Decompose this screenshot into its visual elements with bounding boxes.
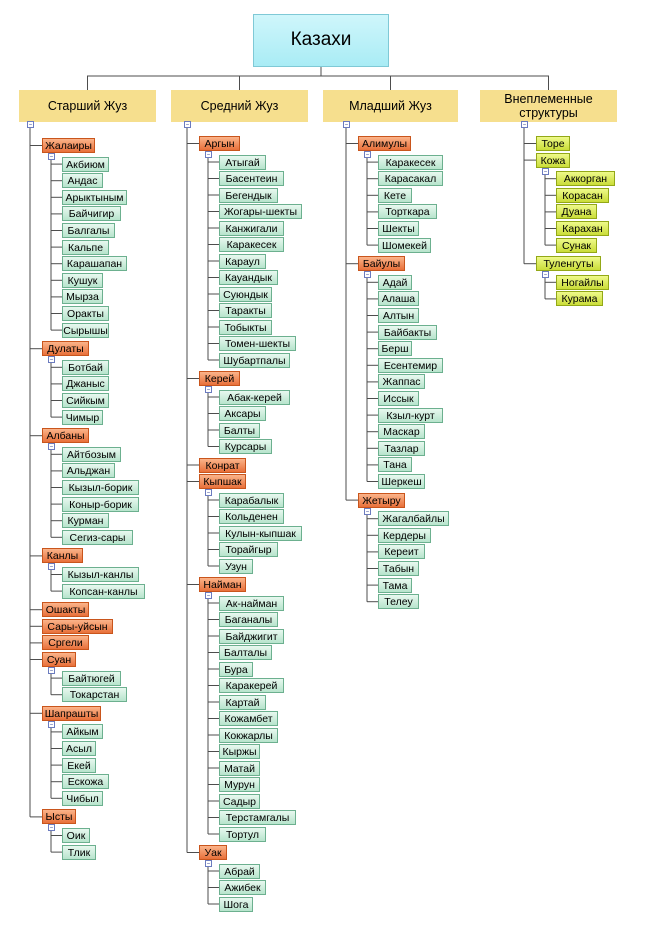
subdivision-node: Каракерей [219,678,284,693]
subdivision-node: Каракесек [219,237,284,252]
subdivision-node: Табын [378,561,419,576]
subdivision-node: Карасакал [378,171,443,186]
subdivision-node: Кыржы [219,744,260,759]
group-node: Аргын [199,136,240,151]
subdivision-node: Токарстан [62,687,127,702]
subdivision-node: Курман [62,513,109,528]
subdivision-node: Мурун [219,777,260,792]
subdivision-node: Балты [219,423,260,438]
collapse-toggle-icon[interactable]: – [49,152,54,160]
subdivision-node: Канжигали [219,221,284,236]
subdivision-node: Карабалык [219,493,284,508]
subdivision-node: Джаныс [62,376,109,391]
subdivision-node: Берш [378,341,412,356]
collapse-toggle-icon[interactable]: – [185,120,190,128]
subdivision-node: Байджигит [219,629,284,644]
collapse-toggle-icon[interactable]: – [206,859,211,867]
subdivision-node: Ескожа [62,774,109,789]
subdivision-node: Бегендык [219,188,278,203]
subdivision-node: Тама [378,578,412,593]
subdivision-node: Байтюгей [62,671,121,686]
subdivision-node: Ак-найман [219,596,284,611]
subdivision-node: Шекты [378,221,419,236]
subdivision-node: Шомекей [378,238,431,253]
subdivision-node: Копсан-канлы [62,584,145,599]
subdivision-node: Кокжарлы [219,728,278,743]
subdivision-node: Тлик [62,845,96,860]
subdivision-node: Ботбай [62,360,109,375]
column-header-label: Младший Жуз [349,99,432,113]
subdivision-node: Бура [219,662,253,677]
subdivision-node: Балгалы [62,223,115,238]
subdivision-node: Томен-шекты [219,336,296,351]
group-node: Сргели [42,635,89,650]
collapse-toggle-icon[interactable]: – [49,562,54,571]
collapse-toggle-icon[interactable]: – [206,591,211,599]
subdivision-node: Кушук [62,273,103,288]
group-node: Конрат [199,458,246,473]
group-node: Торе [536,136,570,151]
subdivision-node: Шубартпалы [219,353,290,368]
subdivision-node: Байчигир [62,206,121,221]
collapse-toggle-icon[interactable]: – [206,488,211,496]
subdivision-node: Матай [219,761,260,776]
group-node: Суан [42,652,76,667]
subdivision-node: Аксары [219,406,266,421]
subdivision-node: Оракты [62,306,109,321]
collapse-toggle-icon[interactable]: – [49,666,54,674]
subdivision-node: Жогары-шекты [219,204,302,219]
subdivision-node: Атыгай [219,155,266,170]
subdivision-node: Торткара [378,204,437,219]
subdivision-node: Караул [219,254,266,269]
subdivision-node: Абак-керей [219,390,290,405]
subdivision-node: Кызыл-борик [62,480,139,495]
subdivision-node: Коныр-борик [62,497,139,512]
collapse-toggle-icon[interactable]: – [49,823,54,832]
subdivision-node: Тортул [219,827,266,842]
collapse-toggle-icon[interactable]: – [344,120,349,128]
group-node: Кыпшак [199,474,246,489]
subdivision-node: Кете [378,188,412,203]
collapse-toggle-icon[interactable]: – [365,506,370,515]
subdivision-node: Чимыр [62,410,103,425]
group-node: Дулаты [42,341,89,356]
subdivision-node: Дуана [556,204,597,219]
column-header-starshiy [19,90,156,122]
subdivision-node: Кулын-кыпшак [219,526,302,541]
subdivision-node: Чибыл [62,791,103,806]
subdivision-node: Кереит [378,544,425,559]
subdivision-node: Есентемир [378,358,443,373]
subdivision-node: Сегиз-сары [62,530,133,545]
group-node: Байулы [358,256,405,271]
subdivision-node: Сунак [556,238,597,253]
subdivision-node: Жагалбайлы [378,511,449,526]
collapse-toggle-icon[interactable]: – [206,385,211,393]
subdivision-node: Адай [378,275,412,290]
subdivision-node: Басентеин [219,171,284,186]
group-node: Ысты [42,809,76,824]
subdivision-node: Шога [219,897,253,912]
subdivision-node: Тазлар [378,441,425,456]
collapse-toggle-icon[interactable]: – [543,270,548,279]
collapse-toggle-icon[interactable]: – [522,120,527,128]
subdivision-node: Терстамгалы [219,810,296,825]
subdivision-node: Байбакты [378,325,437,340]
subdivision-node: Арыктыным [62,190,127,205]
subdivision-node: Алтын [378,308,419,323]
collapse-toggle-icon[interactable]: – [365,270,370,279]
group-node: Жетыру [358,493,405,508]
collapse-toggle-icon[interactable]: – [49,442,54,451]
collapse-toggle-icon[interactable]: – [49,355,54,364]
subdivision-node: Акбиюм [62,157,109,172]
column-header-label: Средний Жуз [200,99,279,113]
subdivision-node: Карахан [556,221,609,236]
group-node: Канлы [42,548,83,563]
subdivision-node: Ногайлы [556,275,609,290]
group-node: Уак [199,845,227,860]
subdivision-node: Телеу [378,594,419,609]
subdivision-node: Тана [378,457,412,472]
subdivision-node: Шеркеш [378,474,425,489]
subdivision-node: Курама [556,291,603,306]
group-node: Албаны [42,428,89,443]
collapse-toggle-icon[interactable]: – [365,150,370,158]
subdivision-node: Таракты [219,303,272,318]
subdivision-node: Кызыл-канлы [62,567,139,582]
subdivision-node: Кердеры [378,528,431,543]
column-header-label: Старший Жуз [47,99,128,113]
subdivision-node: Узун [219,559,253,574]
subdivision-node: Садыр [219,794,260,809]
subdivision-node: Каракесек [378,155,443,170]
subdivision-node: Карашапан [62,256,127,271]
group-node: Керей [199,371,240,386]
subdivision-node: Сырышы [63,324,108,337]
subdivision-node: Кзыл-курт [378,408,443,423]
subdivision-node: Баганалы [219,612,278,627]
subdivision-node: Оик [62,828,90,843]
subdivision-node: Алаша [378,291,419,306]
subdivision-node: Ажибек [219,880,266,895]
subdivision-node: Андас [62,173,103,188]
group-node: Жалаиры [42,138,95,153]
collapse-toggle-icon[interactable]: – [49,719,54,728]
subdivision-node: Картай [219,695,266,710]
subdivision-node: Кальпе [62,240,109,255]
subdivision-node: Абрай [219,864,260,879]
subdivision-node: Мырза [62,289,103,304]
subdivision-node: Кауандык [219,270,278,285]
subdivision-node: Екей [62,758,96,773]
subdivision-node: Суюндык [219,287,272,302]
subdivision-node: Айкым [62,724,103,739]
subdivision-node: Кожамбет [219,711,278,726]
subdivision-node: Иссык [378,391,419,406]
collapse-toggle-icon[interactable]: – [206,150,211,158]
subdivision-node: Кольденен [219,509,284,524]
group-node: Сары-уйсын [42,619,113,634]
subdivision-node: Асыл [62,741,96,756]
group-node: Шапрашты [42,706,101,721]
collapse-toggle-icon[interactable]: – [543,166,548,175]
subdivision-node: Торайгыр [219,542,278,557]
group-node: Кожа [536,153,570,168]
group-node: Найман [199,577,246,592]
column-header-mladshiy [323,90,458,122]
group-node: Ошакты [42,602,89,617]
subdivision-node: Жаппас [378,374,425,389]
column-header-label: Внеплеменные структуры [504,92,593,120]
subdivision-node: Тобыкты [219,320,272,335]
column-header-vneplemennye [480,90,617,122]
subdivision-node: Айтбозым [62,447,121,462]
subdivision-node: Маскар [378,424,425,439]
subdivision-node: Аккорган [556,171,615,186]
column-header-sredniy [171,90,308,122]
group-node: Туленгуты [536,256,601,271]
collapse-toggle-icon[interactable]: – [28,120,33,128]
group-node: Алимулы [358,136,411,151]
subdivision-node: Корасан [556,188,609,203]
subdivision-node: Альджан [62,463,115,478]
subdivision-node: Балталы [219,645,272,660]
subdivision-node: Сийкым [62,393,109,408]
subdivision-node: Курсары [219,439,272,454]
root-node: Казахи [253,14,389,67]
